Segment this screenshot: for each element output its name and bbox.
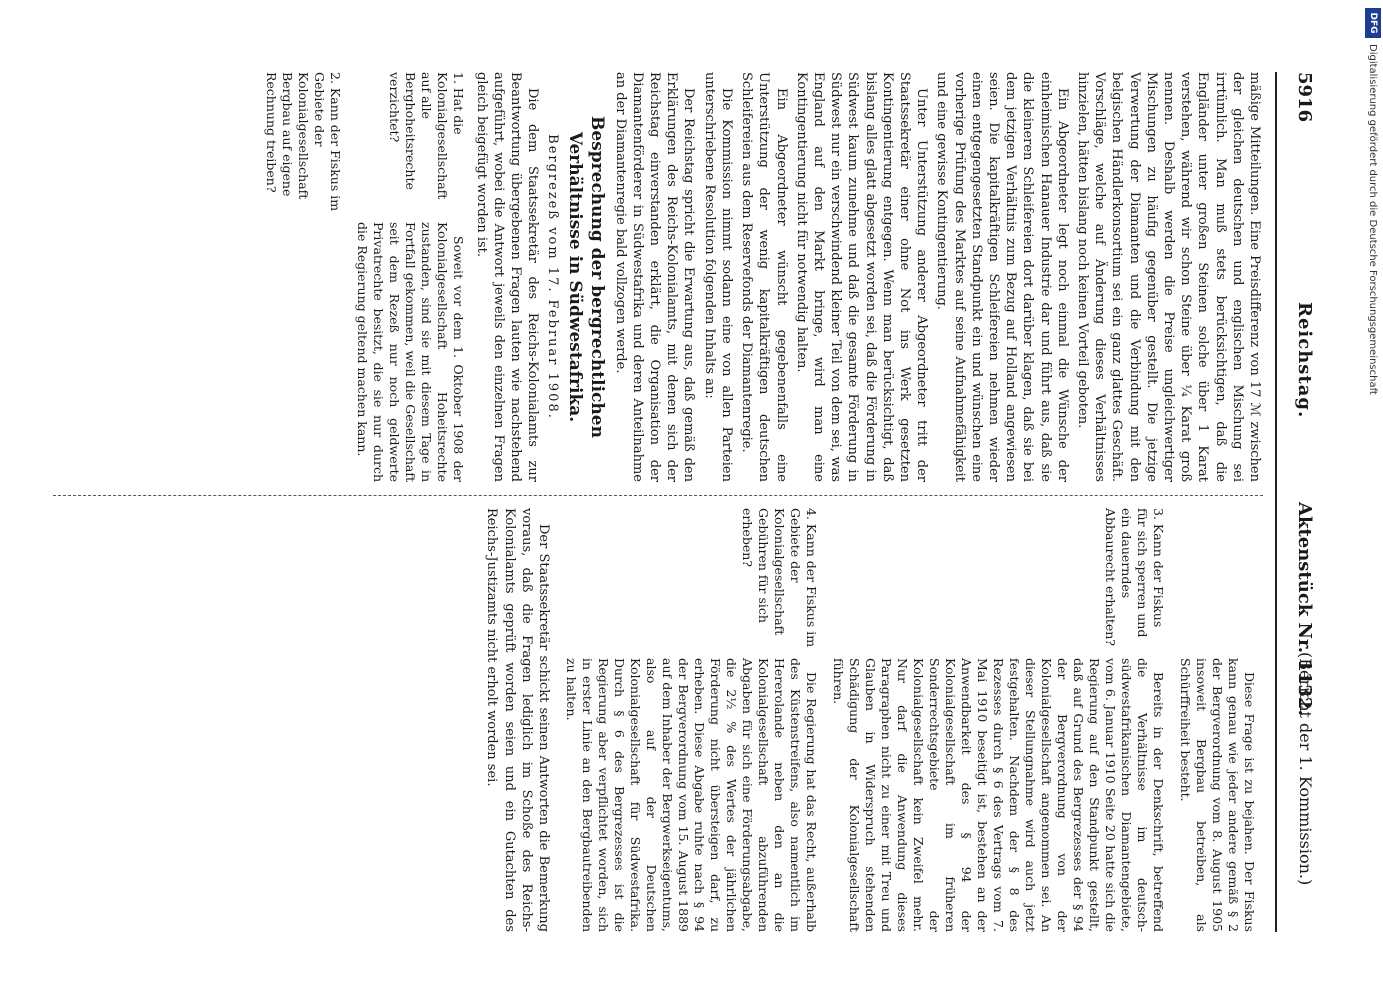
page-content — [25, 72, 1355, 932]
answer-4 — [560, 658, 819, 932]
answer-1-text: Soweit vor dem 1. Oktober 1908 der Kolonialgesellschaft Hoheitsrechte zustanden, sind sie mit diesem Tage in Fortfall gekommen, weil die Gesellschaft seit dem Rezeß nur noch geldwerte Privatrechte besitzt, die sie nur durch die Regierung geltend machen kann. — [355, 222, 467, 482]
answer-1 — [351, 222, 466, 482]
header-rule — [1275, 72, 1277, 932]
answer-2 — [1174, 658, 1257, 932]
page-number: 5916 — [1294, 72, 1315, 123]
header-title: Reichstag. — [1294, 302, 1315, 419]
answer-3 — [827, 658, 1166, 932]
question-answer-1 — [351, 72, 466, 482]
column-divider — [53, 495, 1263, 496]
paragraph: Unter Unterstützung anderer Abgeordneter tritt der Staatssekretär einer ohne Not ins Werk gesetzten Kontingentierung entgegen. Wenn man berücksichtigt, daß bislang alles glatt abgesetzt worden sei, daß die Förderung in Südwest kaum zunehme und daß die gesamte Förderung in Südwest nur ein verschwindend kleiner Teil von dem sei, was England auf den Markt bringe, wird man eine Kontingentierung nicht für notwendig halten. — [793, 72, 930, 482]
question-2-block — [263, 72, 343, 482]
question-answer-3 — [827, 508, 1166, 932]
dfg-logo-text: DFG — [1368, 12, 1378, 34]
bergrezess-date: Bergrezeß vom 17. Februar 1908. — [545, 134, 561, 420]
intro-paragraph: Die dem Staatssekretär des Reichs-Kolonialamts zur Beantwortung übergebenen Fragen lauten wie nachstehend aufgeführt, wobei die Antwort jeweils den einzelnen Fragen gleich beigefügt worden ist. — [473, 72, 541, 482]
digitization-note: Digitalisierung gefördert durch die Deutsche Forschungsgemeinschaft — [1367, 44, 1378, 395]
question-3: 3. Kann der Fiskus für sich sperren und ein dauerndes Abbaurecht erhalten? — [1103, 508, 1166, 647]
dfg-logo — [1365, 8, 1381, 38]
answer-3-text: Bereits in der Denkschrift, betreffend die Verhältnisse im deutsch-südwestafrikanischen Diamantengebiete, vom 6. Januar 1910 Seite 20 hatte sich die Regierung auf den Standpunkt gestellt, daß auf Grund des Bergrezesses der § 94 der Bergverordnung von der Kolonialgesellschaft angenommen sei. An dieser Stellungnahme wird auch jetzt festgehalten. Nachdem der § 8 des Rezesses durch § 6 des Vertrags vom 7. Mai 1910 beseitigt ist, bestehen an der Anwendbarkeit des § 94 der Kolonialgesellschaft im früheren Sonderrechtsgebiete der Kolonialgesellschaft kein Zweifel mehr. Nur darf die Anwendung dieses Paragraphen nicht zu einer mit Treu und Glauben in Widerspruch stehenden Schädigung der Kolonialgesellschaft führen. — [831, 658, 1166, 932]
resolution-text: Der Reichstag spricht die Erwartung aus, daß gemäß den Erklärungen des Reichs-Kolonialamts, mit denen sich der Reichstag einverstanden erklärt, die Organisation der Diamantenförderer in Südwestafrika und deren Anteilnahme an der Diamantenregie bald vollzogen werde. — [612, 72, 697, 482]
answer-2-block — [1174, 508, 1257, 932]
answer-2-text: Diese Frage ist zu bejahen. Der Fiskus kann genau wie jeder andere gemäß § 2 der Bergverordnung vom 8. August 1905 insoweit Bergbau betreiben, als Schürffreiheit besteht. — [1178, 658, 1257, 932]
question-1: 1. Hat die Kolonialgesellschaft auf alle Berghoheitsrechte verzichtet? — [387, 72, 467, 200]
closing-paragraph: Der Staatssekretär schickt seinen Antworten die Bemerkung voraus, daß die Fragen lediglich im Schoße des Reichs-Kolonialamts geprüft worden seien und ein Gutachten des Reichs-Justizamts nicht erholt worden sei. — [484, 508, 551, 932]
paragraph: mäßige Mitteilungen. Eine Preisdifferenz von 17 ℳ zwischen der gleichen deutschen und englischen Mischung sei irrtümlich. Man muß stets berücksichtigen, daß die Engländer unter großen Steinen solche über 1 Karat verstehen, während wir schon Steine über ¼ Karat groß nennen. Deshalb werden die Preise ungleichwertiger Mischungen zu häufig gegenüber gestellt. Die jetzige Verwertung der Diamanten und die Verbindung mit den belgischen Händlerkonsortium sei ein ganz glattes Geschäft. Vorschläge, welche auf Änderung dieses Verhältnisses hinzielen, hätten bislang noch keinen Vorteil geboten. — [1074, 72, 1262, 482]
paragraph: Ein Abgeordneter wünscht gegebenenfalls eine Unterstützung der wenig kapitalkräftigen deutschen Schleifereien aus dem Reservefonds der Diamantenregie. — [739, 72, 789, 482]
header-subtitle: (Bericht der 1. Kommission.) — [1296, 652, 1315, 886]
paragraph: Die Kommission nimmt sodann eine von allen Parteien unterschriebene Resolution folgenden Inhalts an: — [701, 72, 734, 482]
question-4: 4. Kann der Fiskus im Gebiete der Kolonialgesellschaft Gebühren für sich erheben? — [740, 508, 819, 648]
answer-4-text: Die Regierung hat das Recht, außerhalb des Küstenstreifens, also namentlich im Hererolande neben den an die Kolonialgesellschaft abzuführenden Abgaben für sich eine Förderungsabgabe, die 2½ % des Wertes der jährlichen Förderung nicht übersteigen darf, zu erheben. Diese Abgabe ruhte nach § 94 der Bergverordnung vom 15. August 1889 auf dem Inhaber der Bergwerkseigentums, also auf der Deutschen Kolonialgesellschaft für Südwestafrika. Durch § 6 des Bergrezesses ist die Regierung aber verpflichtet worden, sich in erster Linie an den Bergbautreibenden zu halten. — [564, 658, 819, 932]
paragraph: Ein Abgeordneter legt noch einmal die Wünsche der einheimischen Hanauer Industrie dar und führt aus, daß sie die kleineren Schleifereien dort darüber klagen, daß sie bei dem jetzigen Verhältnis zum Bezug auf Holland angewiesen seien. Die kapitalkräftigen Schleifereien nehmen wieder einen entgegengesetzten Standpunkt ein und wünschen eine vorherige Prüfung des Marktes auf seine Aufnahmefähigkeit und eine gewisse Kontingentierung. — [934, 72, 1070, 482]
left-column — [255, 72, 1263, 482]
section-title: Besprechung der bergrechtlichen Verhältnisse in Südwestafrika. — [565, 116, 608, 438]
header-aktenstueck: Aktenstück Nr. 1132. — [1294, 502, 1315, 716]
page-header — [1285, 72, 1315, 932]
question-answer-4 — [560, 508, 819, 932]
question-2: 2. Kann der Fiskus im Gebiete der Kolonialgesellschaft Bergbau auf eigene Rechnung treiben? — [264, 72, 344, 212]
right-column — [480, 508, 1263, 932]
